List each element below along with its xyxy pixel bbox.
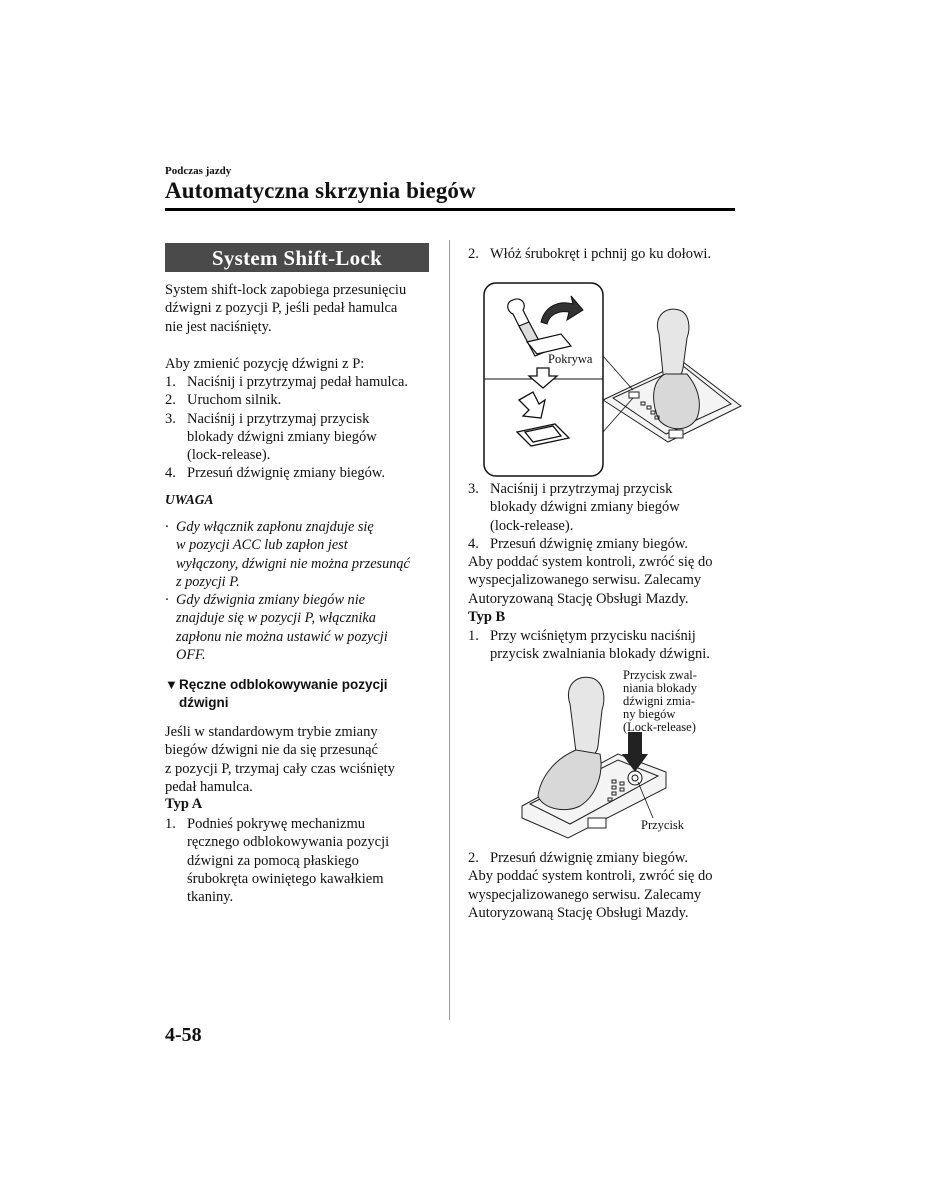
type-b-step-1 <box>468 627 738 664</box>
service-line: Autoryzowaną Stację Obsługi Mazdy. <box>468 904 689 921</box>
step-text: Uruchom silnik. <box>187 392 282 409</box>
bullet-icon: · <box>165 592 169 609</box>
figure-callout-lock-release <box>623 669 697 734</box>
step-number: 4. <box>165 465 176 482</box>
text-line: biegów dźwigni nie da się przesunąć <box>165 742 378 759</box>
step-number: 1. <box>468 628 479 644</box>
callout-line: ny biegów <box>623 707 676 721</box>
step-number: 2. <box>165 392 176 409</box>
heading-line: dźwigni <box>179 695 229 710</box>
service-line: Aby poddać system kontroli, zwróć się do <box>468 868 713 885</box>
intro-line: dźwigni z pozycji P, jeśli pedał hamulca <box>165 300 398 317</box>
step-text: przycisk zwalniania blokady dźwigni. <box>490 646 710 663</box>
service-line: Aby poddać system kontroli, zwróć się do <box>468 554 713 571</box>
lock-release-button-icon <box>628 771 642 785</box>
step-text: Przesuń dźwignię zmiany biegów. <box>490 850 688 866</box>
step-text: dźwigni za pomocą płaskiego <box>187 852 359 869</box>
leader-line <box>603 356 633 390</box>
step-text: Włóż śrubokręt i pchnij go ku dołowi. <box>490 246 712 262</box>
step-number: 2. <box>468 246 479 262</box>
callout-line: dźwigni zmia- <box>623 694 695 708</box>
note-title: UWAGA <box>165 492 214 507</box>
note-line: znajduje się w pozycji P, włącznika <box>176 610 376 627</box>
heading-line: Ręczne odblokowywanie pozycji <box>179 677 388 692</box>
list-item <box>165 373 435 391</box>
callout-line: (Lock-release) <box>623 720 696 734</box>
type-b-step-2 <box>468 849 738 922</box>
type-b-heading: Typ B <box>468 609 506 625</box>
note-line: wyłączony, dźwigni nie można przesunąć <box>176 555 410 572</box>
step-number: 1. <box>165 374 176 390</box>
step-text: Przesuń dźwignię zmiany biegów. <box>490 535 688 552</box>
text-line: pedał hamulca. <box>165 778 253 795</box>
list-item <box>468 535 738 553</box>
triangle-marker-icon: ▼ <box>165 677 178 692</box>
note-line: Gdy włącznik zapłonu znajduje się <box>176 519 374 535</box>
lock-release-cover-figure <box>483 282 745 478</box>
step-number: 2. <box>468 850 479 866</box>
step-text: Naciśnij i przytrzymaj przycisk <box>490 481 673 497</box>
step-number: 3. <box>165 410 176 427</box>
step-text: (lock-release). <box>490 517 574 534</box>
intro-paragraph <box>165 281 435 336</box>
step-number: 4. <box>468 535 479 552</box>
type-a-step <box>165 815 435 906</box>
step-3 <box>468 480 738 608</box>
type-a-heading: Typ A <box>165 796 203 812</box>
change-intro: Aby zmienić pozycję dźwigni z P: <box>165 356 365 372</box>
note-line: zapłonu nie można ustawić w pozycji <box>176 628 388 645</box>
note-line: w pozycji ACC lub zapłon jest <box>176 537 348 554</box>
list-item <box>165 815 435 906</box>
list-item <box>468 627 738 664</box>
page-number: 4-58 <box>165 1024 202 1046</box>
step-text: Podnieś pokrywę mechanizmu <box>187 816 365 832</box>
header-rule <box>165 208 735 211</box>
list-item <box>165 410 435 465</box>
step-text: śrubokręta owiniętego kawałkiem <box>187 870 384 887</box>
intro-line: System shift-lock zapobiega przesunięciu <box>165 282 407 298</box>
list-item <box>165 391 435 409</box>
figure-label-cover: Pokrywa <box>548 352 593 366</box>
service-line: wyspecjalizowanego serwisu. Zalecamy <box>468 886 702 903</box>
list-item <box>468 849 738 867</box>
shifter-console-illustration <box>603 309 741 442</box>
list-item <box>468 245 738 263</box>
step-2 <box>468 245 738 263</box>
page-title: Automatyczna skrzynia biegów <box>165 178 476 203</box>
callout-line: Przycisk zwal- <box>623 668 697 682</box>
text-line: Jeśli w standardowym trybie zmiany <box>165 724 378 740</box>
step-text: Naciśnij i przytrzymaj przycisk <box>187 410 370 427</box>
manual-release-heading <box>165 676 435 712</box>
figure-label-button: Przycisk <box>641 818 685 832</box>
note-line: z pozycji P. <box>176 573 240 590</box>
column-divider <box>449 240 450 1020</box>
callout-line: niania blokady <box>623 681 697 695</box>
text-line: z pozycji P, trzymaj cały czas wciśnięty <box>165 760 395 777</box>
step-text: Przy wciśniętym przycisku naciśnij <box>490 628 696 644</box>
step-text: blokady dźwigni zmiany biegów <box>187 428 377 445</box>
list-item <box>165 464 435 482</box>
step-text: tkaniny. <box>187 889 234 906</box>
note-line: Gdy dźwignia zmiany biegów nie <box>176 592 366 609</box>
section-label: Podczas jazdy <box>165 165 232 177</box>
section-banner: System Shift-Lock <box>165 243 429 272</box>
step-text: Przesuń dźwignię zmiany biegów. <box>187 465 385 482</box>
step-number: 3. <box>468 481 479 497</box>
step-text: Naciśnij i przytrzymaj pedał hamulca. <box>187 374 409 390</box>
note-item <box>165 518 435 591</box>
notes-list <box>165 518 435 664</box>
manual-release-text <box>165 723 435 796</box>
step-number: 1. <box>165 816 176 832</box>
step-text: (lock-release). <box>187 447 271 464</box>
steps-list <box>165 373 435 483</box>
intro-line: nie jest naciśnięty. <box>165 318 272 335</box>
service-line: wyspecjalizowanego serwisu. Zalecamy <box>468 572 702 589</box>
note-line: OFF. <box>176 647 206 664</box>
note-item <box>165 591 435 664</box>
step-text: blokady dźwigni zmiany biegów <box>490 499 680 516</box>
list-item <box>468 480 738 535</box>
service-line: Autoryzowaną Stację Obsługi Mazdy. <box>468 590 689 607</box>
step-text: ręcznego odblokowywania pozycji <box>187 834 390 851</box>
bullet-icon: · <box>165 519 169 535</box>
